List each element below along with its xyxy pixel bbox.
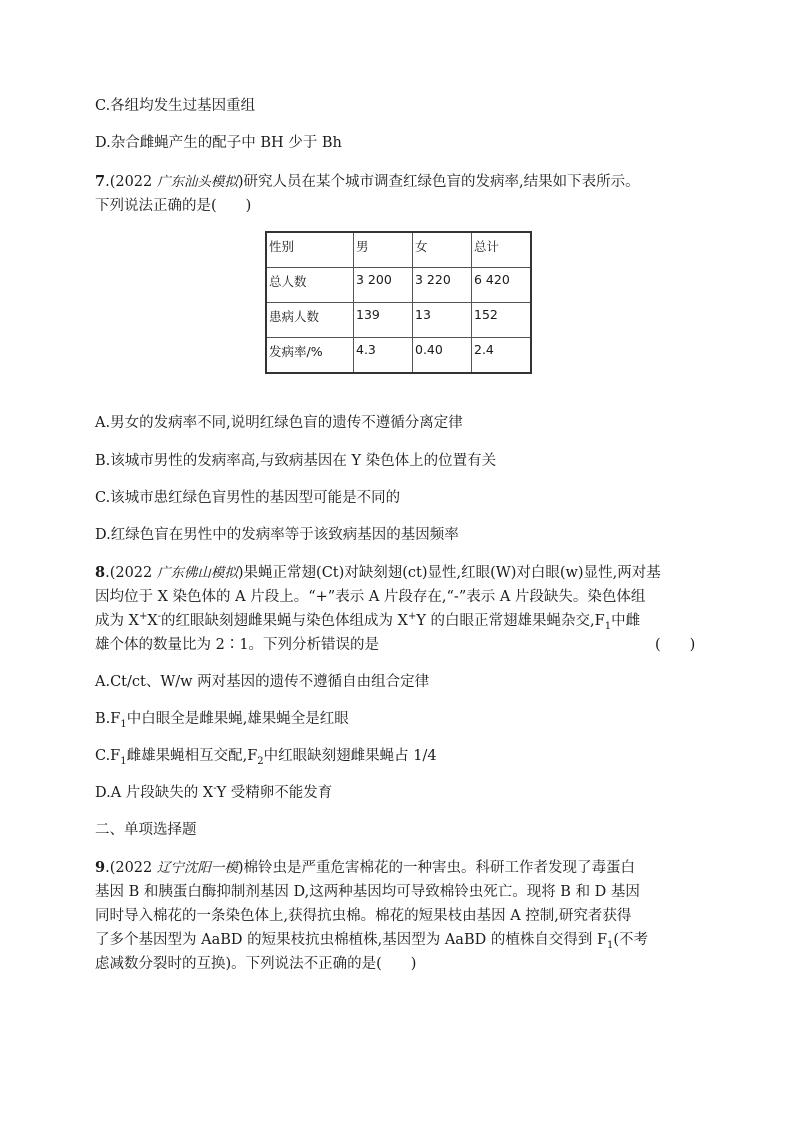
table-row — [266, 268, 531, 303]
table-cell: 139 — [354, 303, 413, 338]
q9-stem-line-4: 了多个基因型为 AaBD 的短果枝抗虫棉植株,基因型为 AaBD 的植株自交得到 $F_1$(不考 — [95, 932, 649, 951]
table-cell: 患病人数 — [266, 303, 354, 338]
table-cell: 0.40 — [413, 338, 472, 374]
q7-stem-line-2: 下列说法正确的是( ) — [95, 198, 252, 214]
table-cell: 6 420 — [472, 268, 532, 303]
q8-stem-line-4: 雄个体的数量比为 2∶1。下列分析错误的是 ( ) — [95, 637, 696, 653]
q6-option-c: C.各组均发生过基因重组 — [95, 98, 256, 114]
table-cell: 发病率/% — [266, 338, 354, 374]
q7-option-b: B.该城市男性的发病率高,与致病基因在 Y 染色体上的位置有关 — [95, 453, 497, 469]
q8-stem-line-3: 成为 X+X-的红眼缺刻翅雌果蝇与染色体组成为 X+Y 的白眼正常翅雄果蝇杂交$,F_1$中雌 — [95, 611, 641, 632]
table-cell: 4.3 — [354, 338, 413, 374]
q9-stem-line-5: 虑减数分裂时的互换)。下列说法不正确的是( ) — [95, 956, 417, 972]
table-cell: 总人数 — [266, 268, 354, 303]
q8-stem-line-2: 因均位于 X 染色体的 A 片段上。“+”表示 A 片段存在,“-”表示 A 片段缺失。染色体组 — [95, 589, 646, 605]
q9-number: 9 — [95, 859, 106, 876]
table-cell: 152 — [472, 303, 532, 338]
table-header-cell: 女 — [413, 232, 472, 268]
q7-source: 广东汕头模拟 — [156, 174, 238, 190]
table-row — [266, 303, 531, 338]
table-cell: 3 220 — [413, 268, 472, 303]
q7-option-d: D.红绿色盲在男性中的发病率等于该致病基因的基因频率 — [95, 527, 459, 543]
q8-number: 8 — [95, 564, 106, 581]
section-heading: 二、单项选择题 — [95, 822, 197, 838]
table-header-cell: 总计 — [472, 232, 532, 268]
q9-stem-line-1 — [95, 858, 635, 878]
table-header-cell: 性别 — [266, 232, 354, 268]
q8-option-d: D.A 片段缺失的 X-Y 受精卵不能发育 — [95, 783, 333, 801]
q7-stem-line-1 — [95, 172, 640, 192]
q9-stem-1: )棉铃虫是严重危害棉花的一种害虫。科研工作者发现了毒蛋白 — [237, 860, 636, 876]
q7-option-a: A.男女的发病率不同,说明红绿色盲的遗传不遵循分离定律 — [95, 415, 463, 431]
q7-data-table — [265, 231, 532, 374]
q6-option-d: D.杂合雌蝇产生的配子中 BH 少于 Bh — [95, 135, 342, 151]
q7-option-c: C.该城市患红绿色盲男性的基因型可能是不同的 — [95, 490, 401, 506]
table-cell: 3 200 — [354, 268, 413, 303]
table-header-cell: 男 — [354, 232, 413, 268]
table-cell: 2.4 — [472, 338, 532, 374]
q8-answer-paren: ( ) — [655, 637, 696, 653]
q8-option-b: $B.F_1$中白眼全是雌果蝇,雄果蝇全是红眼 — [95, 711, 349, 730]
q9-stem-line-2: 基因 B 和胰蛋白酶抑制剂基因 D,这两种基因均可导致棉铃虫死亡。现将 B 和 D 基因 — [95, 884, 640, 900]
q8-prefix: .(2022 — [105, 565, 157, 581]
table-cell: 13 — [413, 303, 472, 338]
table-row — [266, 338, 531, 374]
q9-stem-line-3: 同时导入棉花的一条染色体上,获得抗虫棉。棉花的短果枝由基因 A 控制,研究者获得 — [95, 908, 632, 924]
q8-stem-line-1 — [95, 563, 661, 583]
q7-prefix: .(2022 — [105, 174, 157, 190]
q7-stem-1: )研究人员在某个城市调查红绿色盲的发病率,结果如下表所示。 — [237, 174, 640, 190]
q8-stem-1: )果蝇正常翅(Ct)对缺刻翅(ct)显性,红眼(W)对白眼(w)显性,两对基 — [237, 565, 661, 581]
q9-prefix: .(2022 — [105, 860, 157, 876]
q8-option-a: A.Ct/ct、W/w 两对基因的遗传不遵循自由组合定律 — [95, 674, 430, 690]
q9-source: 辽宁沈阳一模 — [156, 860, 238, 876]
q8-source: 广东佛山模拟 — [156, 565, 238, 581]
q8-option-c: $C.F_1$雌雄果蝇相互交配$,F_2$中红眼缺刻翅雌果蝇占 1/4 — [95, 748, 437, 767]
table-header-row — [266, 232, 531, 268]
q7-number: 7 — [95, 173, 106, 190]
